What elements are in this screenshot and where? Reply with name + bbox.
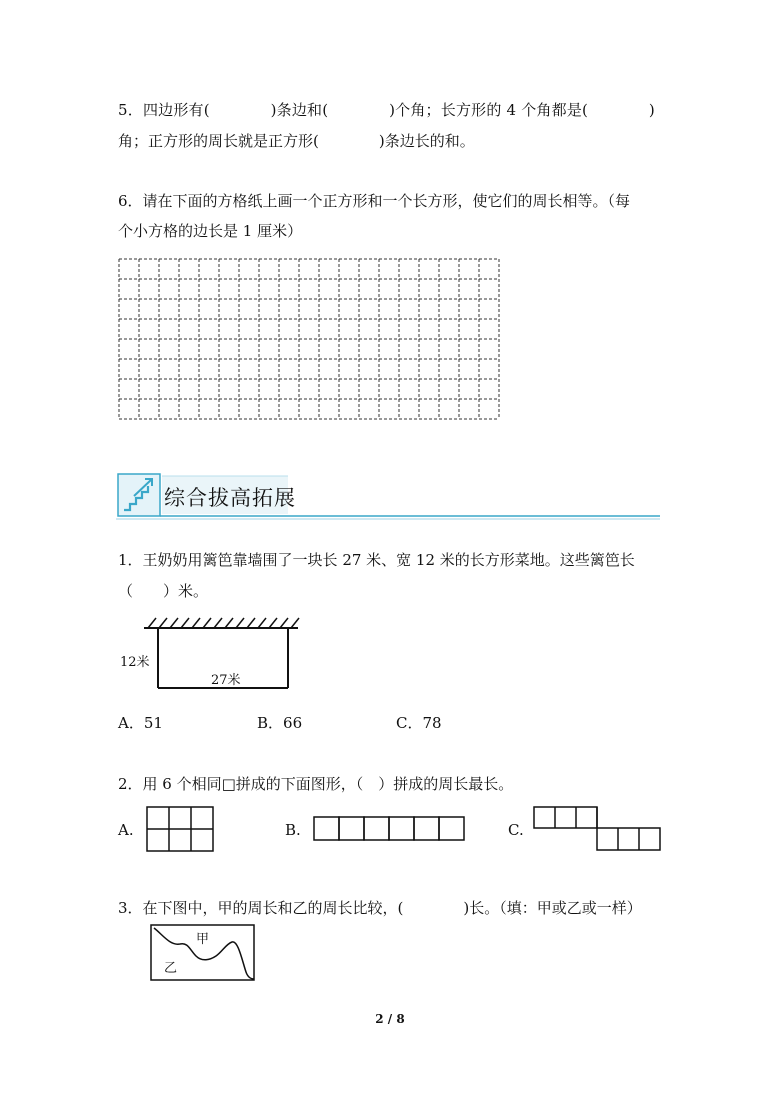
- q5-line1: 5．四边形有( )条边和( )个角；长方形的 4 个角都是( ): [118, 101, 655, 119]
- label-length: 27米: [211, 673, 241, 688]
- wall-hatch-mark: [192, 618, 200, 628]
- shape-b-1x6: [313, 816, 467, 842]
- page-number: 2 / 8: [375, 1012, 405, 1026]
- wall-hatch-mark: [148, 618, 156, 628]
- ext-q2-option-c[interactable]: C.: [508, 821, 524, 839]
- unit-square: [389, 817, 414, 840]
- ext-q2-option-a[interactable]: A.: [118, 821, 134, 839]
- wall-hatch-mark: [291, 618, 299, 628]
- unit-square: [339, 817, 364, 840]
- q5-line2: 角；正方形的周长就是正方形( )条边长的和。: [118, 132, 475, 150]
- label-yi: 乙: [164, 961, 178, 976]
- shape-c-stepped: [533, 806, 661, 852]
- shape-a-2x3: [146, 806, 216, 852]
- ext-q2-text: 2．用 6 个相同□拼成的下面图形，（ ）拼成的周长最长。: [118, 775, 514, 793]
- wall-hatch-mark: [159, 618, 167, 628]
- ext-q1-option-a[interactable]: A．51: [118, 714, 163, 732]
- jia-yi-figure: [150, 924, 256, 982]
- wall-hatch-mark: [203, 618, 211, 628]
- fence-diagram: [118, 614, 308, 694]
- unit-square: [364, 817, 389, 840]
- q6-line2: 个小方格的边长是 1 厘米）: [118, 222, 303, 240]
- label-jia: 甲: [196, 932, 210, 947]
- wall-hatch-mark: [170, 618, 178, 628]
- unit-square: [439, 817, 464, 840]
- wall-hatch-mark: [214, 618, 222, 628]
- grid-paper[interactable]: [118, 258, 500, 420]
- wall-hatch-mark: [181, 618, 189, 628]
- ext-q2-option-b[interactable]: B.: [285, 821, 301, 839]
- wall-hatch-mark: [258, 618, 266, 628]
- unit-square: [314, 817, 339, 840]
- section-title: 综合拔高拓展: [164, 486, 296, 510]
- ext-q1-line2: （ ）米。: [118, 582, 209, 600]
- ext-q1-option-c[interactable]: C．78: [396, 714, 442, 732]
- wall-hatch-mark: [247, 618, 255, 628]
- ext-q1-option-b[interactable]: B．66: [257, 714, 303, 732]
- unit-square: [414, 817, 439, 840]
- wall-hatch-mark: [280, 618, 288, 628]
- wall-hatch-mark: [236, 618, 244, 628]
- q6-line1: 6．请在下面的方格纸上画一个正方形和一个长方形，使它们的周长相等。（每: [118, 192, 631, 210]
- wall-hatch-mark: [269, 618, 277, 628]
- ext-q3-text: 3．在下图中，甲的周长和乙的周长比较，( )长。（填：甲或乙或一样）: [118, 899, 642, 917]
- ext-q1-line1: 1．王奶奶用篱笆靠墙围了一块长 27 米、宽 12 米的长方形菜地。这些篱笆长: [118, 551, 635, 569]
- label-width: 12米: [120, 655, 150, 670]
- wall-hatch-mark: [225, 618, 233, 628]
